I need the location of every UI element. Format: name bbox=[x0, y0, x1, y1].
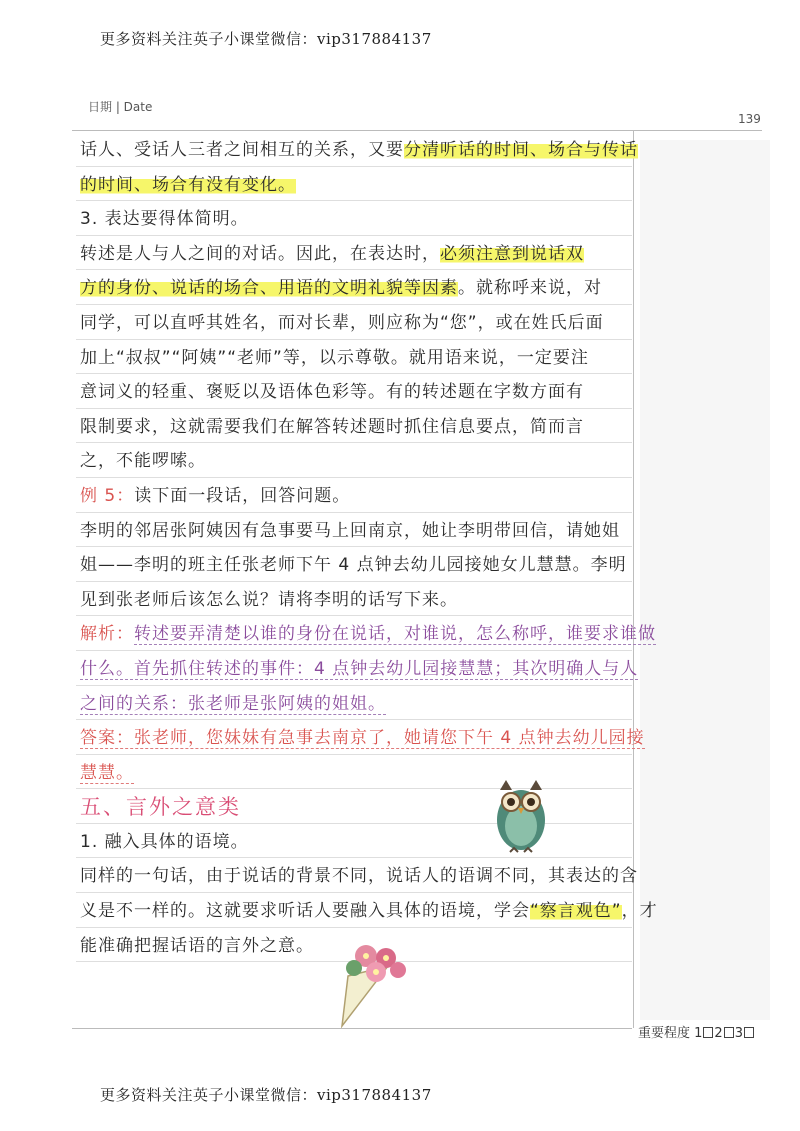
text-line: 加上“叔叔”“阿姨”“老师”等，以示尊敬。就用语来说，一定要注 bbox=[76, 340, 632, 375]
importance-level: 3 bbox=[734, 1026, 743, 1041]
importance-rating bbox=[638, 1022, 755, 1041]
highlighted-text: 方的身份、说话的场合、用语的文明礼貌等因素 bbox=[80, 278, 458, 299]
text-line: 意词义的轻重、褒贬以及语体色彩等。有的转述题在字数方面有 bbox=[76, 374, 632, 409]
flower-bouquet-icon bbox=[328, 936, 420, 1028]
text-line: 李明的邻居张阿姨因有急事要马上回南京，她让李明带回信，请她姐 bbox=[76, 513, 632, 548]
date-label: 日期 | Date bbox=[88, 100, 153, 114]
analysis-line bbox=[76, 651, 639, 686]
page-number: 139 bbox=[738, 112, 761, 126]
text-run: 义是不一样的。这就要求听话人要融入具体的语境，学会 bbox=[80, 901, 530, 922]
watermark-bottom: 更多资料关注英子小课堂微信：vip317884137 bbox=[100, 1086, 432, 1104]
text-line: 见到张老师后该怎么说？请将李明的话写下来。 bbox=[76, 582, 632, 617]
text-run: 读下面一段话，回答问题。 bbox=[134, 485, 351, 506]
importance-level: 2 bbox=[714, 1026, 723, 1041]
checkbox-icon[interactable] bbox=[703, 1027, 713, 1038]
analysis-line bbox=[76, 616, 656, 651]
text-run: 。就称呼来说，对 bbox=[458, 278, 602, 299]
answer-text: 慧慧。 bbox=[80, 762, 134, 783]
text-line: 姐——李明的班主任张老师下午 4 点钟去幼儿园接她女儿慧慧。李明 bbox=[76, 547, 632, 582]
text-run: 转述是人与人之间的对话。因此，在表达时， bbox=[80, 243, 440, 264]
highlighted-text: 分清听话的时间、场合与传话 bbox=[404, 140, 638, 160]
highlighted-text: 的时间、场合有没有变化。 bbox=[80, 174, 296, 195]
analysis-label: 解析： bbox=[80, 624, 134, 645]
text-line: 同样的一句话，由于说话的背景不同，说话人的语调不同，其表达的含 bbox=[76, 858, 632, 893]
answer-line bbox=[76, 720, 645, 755]
text-line: 限制要求，这就需要我们在解答转述题时抓住信息要点，简而言 bbox=[76, 409, 632, 444]
text-line: 能准确把握话语的言外之意。 bbox=[76, 928, 632, 963]
answer-text: 答案：张老师，您妹妹有急事去南京了，她请您下午 4 点钟去幼儿园接 bbox=[80, 728, 645, 749]
checkbox-icon[interactable] bbox=[724, 1027, 734, 1038]
section-heading: 五、言外之意类 bbox=[76, 789, 632, 824]
analysis-text: 转述要弄清楚以谁的身份在说话，对谁说，怎么称呼，谁要求谁做 bbox=[134, 624, 656, 645]
text-line bbox=[76, 167, 632, 202]
margin-strip bbox=[640, 140, 770, 1020]
analysis-text: 之间的关系：张老师是张阿姨的姐姐。 bbox=[80, 693, 386, 714]
text-line: 之，不能啰嗦。 bbox=[76, 443, 632, 478]
text-line: 同学，可以直呼其姓名，而对长辈，则应称为“您”，或在姓氏后面 bbox=[76, 305, 632, 340]
text-line bbox=[76, 132, 638, 167]
analysis-text: 什么。首先抓住转述的事件：4 点钟去幼儿园接慧慧；其次明确人与人 bbox=[80, 658, 639, 679]
owl-sticker-icon bbox=[490, 776, 552, 858]
text-line bbox=[76, 893, 658, 928]
subheading: 1. 融入具体的语境。 bbox=[76, 824, 632, 859]
highlighted-text: 必须注意到说话双 bbox=[440, 243, 584, 264]
analysis-line bbox=[76, 686, 632, 721]
text-run: ，才 bbox=[621, 901, 658, 922]
example-line bbox=[76, 478, 632, 513]
text-line bbox=[76, 236, 632, 271]
header-rule bbox=[72, 130, 762, 131]
text-line bbox=[76, 270, 632, 305]
highlighted-text: “察言观色” bbox=[530, 901, 622, 922]
watermark-top: 更多资料关注英子小课堂微信：vip317884137 bbox=[100, 30, 432, 48]
checkbox-icon[interactable] bbox=[744, 1027, 754, 1038]
footer-rule bbox=[72, 1028, 632, 1029]
text-run: 话人、受话人三者之间相互的关系，又要 bbox=[80, 140, 404, 160]
importance-label: 重要程度 1 bbox=[638, 1026, 703, 1041]
subheading: 3. 表达要得体简明。 bbox=[76, 201, 632, 236]
example-label: 例 5： bbox=[80, 485, 135, 506]
